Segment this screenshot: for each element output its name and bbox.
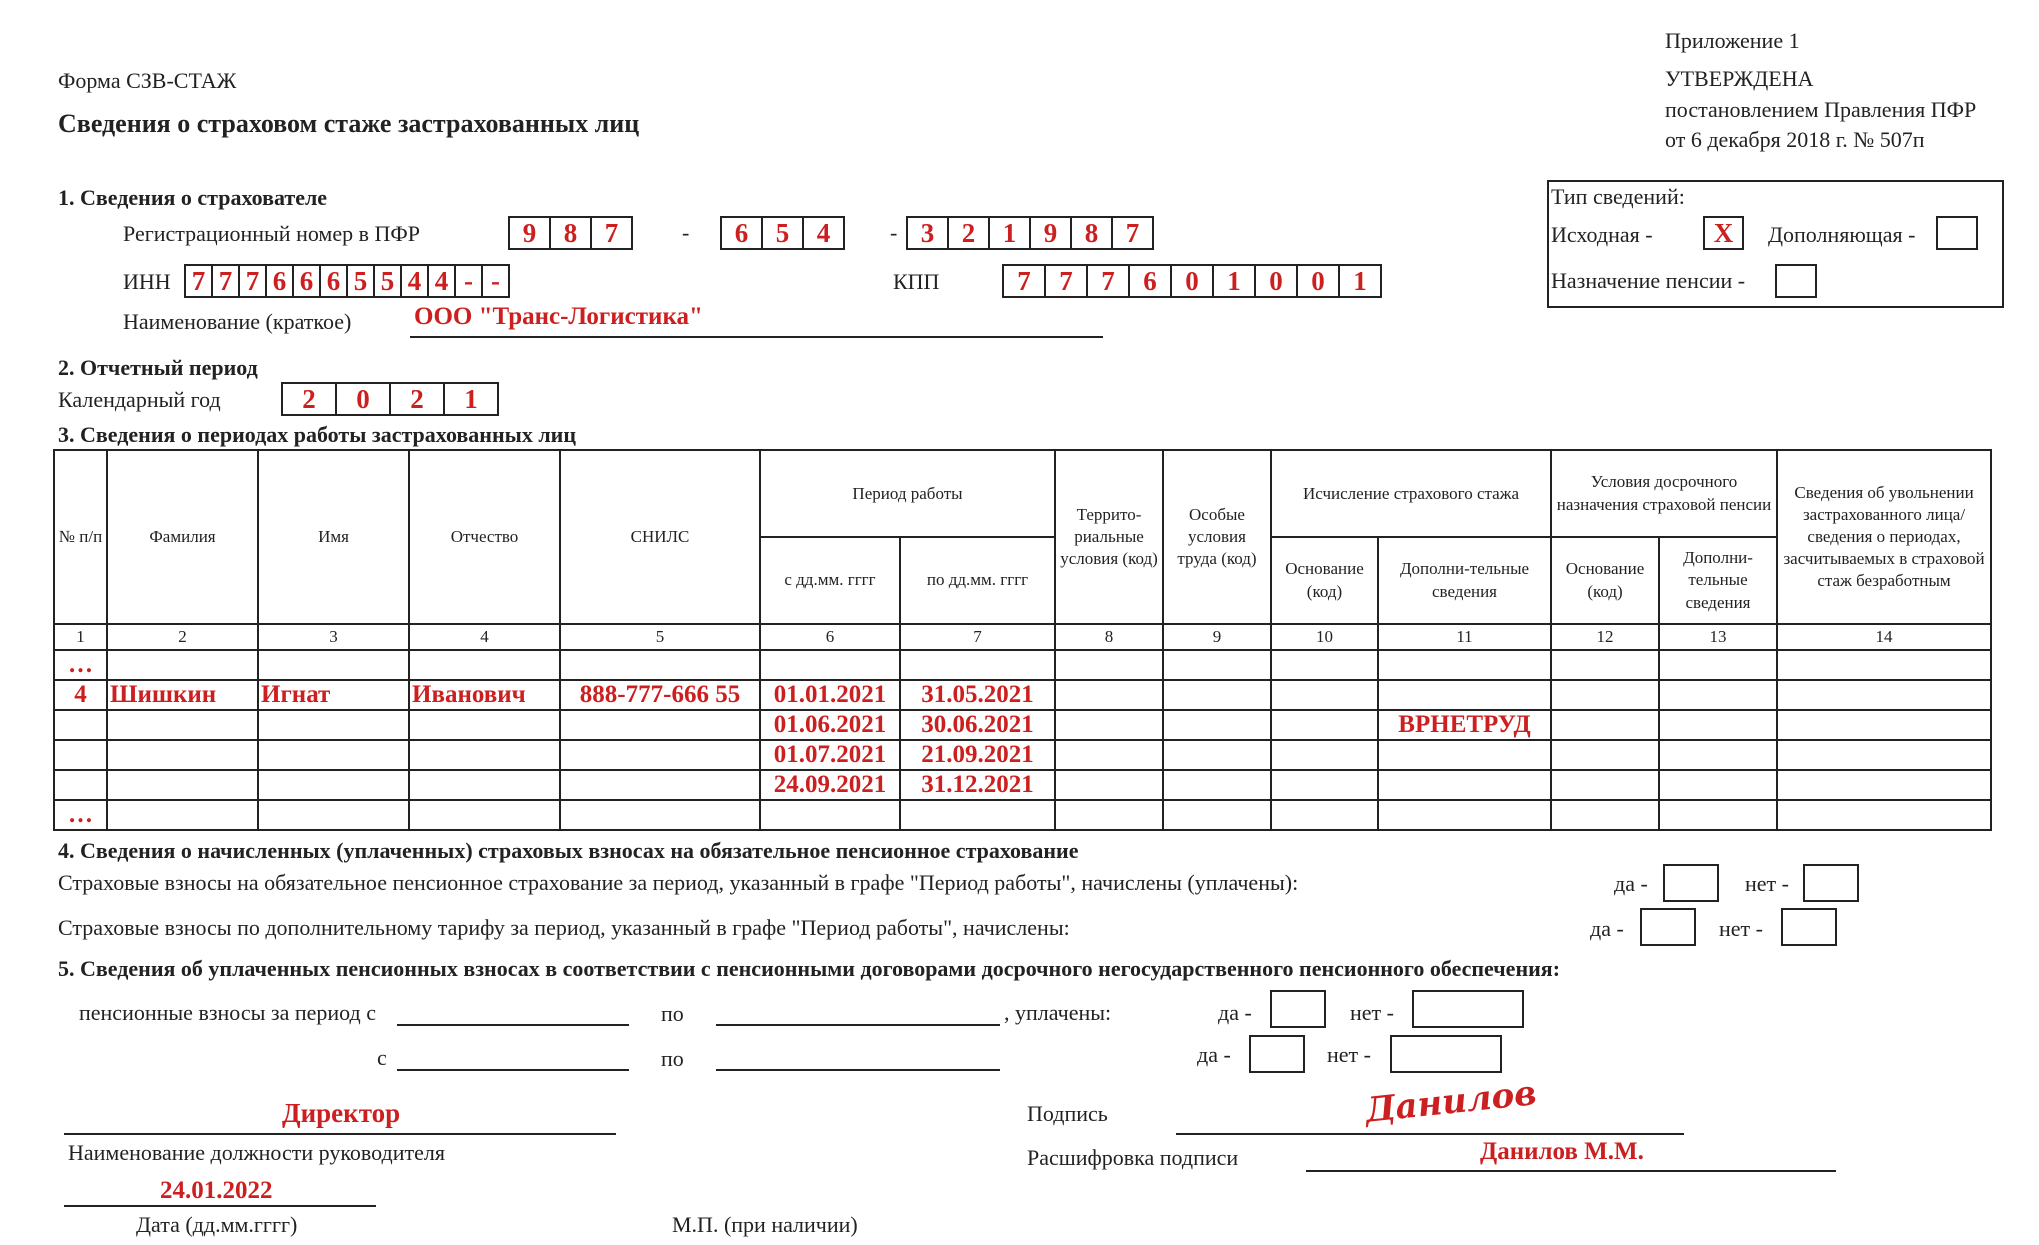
digit-cell: 6 [319,264,348,298]
row-to: 30.06.2021 [900,710,1055,740]
header-snils: СНИЛС [560,450,760,624]
digit-cell: 7 [1086,264,1130,298]
col-number: 11 [1378,624,1551,650]
digit-cell: 1 [443,382,499,416]
section5-yes2-label: да - [1197,1042,1231,1067]
row-surname [107,740,258,770]
approved-date-label: от 6 декабря 2018 г. № 507п [1665,127,1925,152]
company-name-label: Наименование (краткое) [123,309,352,334]
header-dismissal: Сведения об увольнении застрахованного лица/ сведения о периодах, засчитываемых в страховой стаж безработным [1777,450,1991,624]
digit-cell: 4 [400,264,429,298]
table-row[interactable] [54,710,1991,740]
digit-cell: 7 [238,264,267,298]
digit-cell: 0 [1296,264,1340,298]
approved-by-label: постановлением Правления ПФР [1665,97,1977,122]
digit-cell: 3 [906,216,949,250]
section5-no2-label: нет - [1327,1042,1371,1067]
digit-cell: - [454,264,483,298]
signature-label: Подпись [1027,1101,1108,1126]
row-name [258,770,409,800]
section2-heading: 2. Отчетный период [58,355,258,380]
section4-heading: 4. Сведения о начисленных (уплаченных) страховых взносах на обязательное пенсионное страхование [58,838,1079,863]
table-row[interactable] [54,800,1991,830]
section4-no1-label: нет - [1745,871,1789,896]
reg-dash-1: - [682,220,690,245]
table-row[interactable] [54,740,1991,770]
date-value[interactable]: 24.01.2022 [160,1177,273,1204]
decode-value[interactable]: Данилов М.М. [1480,1138,1644,1165]
work-periods-table [53,449,1992,831]
header-early: Условия досрочного назначения страховой пенсии [1551,450,1777,537]
date-underline [64,1205,376,1207]
row-snils [560,740,760,770]
digit-cell: 8 [1070,216,1113,250]
initial-checkbox[interactable] [1703,216,1744,250]
section5-paid-label: , уплачены: [1004,1000,1112,1025]
row-surname [107,770,258,800]
row-patronymic [409,710,560,740]
digit-cell: 1 [1338,264,1382,298]
digit-cell: 6 [1128,264,1172,298]
section3-heading: 3. Сведения о периодах работы застрахованных лиц [58,422,577,447]
section4-no2-checkbox[interactable] [1781,908,1837,946]
table-row[interactable] [54,770,1991,800]
section5-heading: 5. Сведения об уплаченных пенсионных взносах в соответствии с пенсионными договорами досрочного негосударственного пенсионного обеспечения: [58,956,1561,981]
header-early-extra: Дополни-тельные сведения [1659,537,1777,624]
table-row[interactable] [54,680,1991,710]
digit-cell: 9 [508,216,551,250]
digit-cell: 4 [427,264,456,298]
section4-line1: Страховые взносы на обязательное пенсионное страхование за период, указанный в графе "Период работы", начислены (уплачены): [58,870,1299,895]
digit-cell: 1 [1212,264,1256,298]
col-number: 14 [1777,624,1991,650]
section4-yes2-label: да - [1590,916,1624,941]
section5-to1-label: по [661,1001,684,1026]
section5-from2-label: с [377,1045,387,1070]
row-extra [1378,680,1551,710]
digit-cell: 0 [335,382,391,416]
supplement-checkbox[interactable] [1936,216,1978,250]
digit-cell: 2 [389,382,445,416]
header-from: с дд.мм. гггг [760,537,900,624]
signature-handwriting: Данилов [1363,1073,1539,1131]
row-snils [560,710,760,740]
company-name-underline [410,336,1103,338]
row-num [54,770,107,800]
digit-cell: 5 [761,216,804,250]
row-from: 01.01.2021 [760,680,900,710]
row-snils: 888-777-666 55 [560,680,760,710]
section5-from2-field[interactable] [397,1069,629,1071]
form-name: Форма СЗВ-СТАЖ [58,68,237,93]
signature-underline[interactable] [1176,1133,1684,1135]
digit-cell: 4 [802,216,845,250]
info-type-pension-label: Назначение пенсии - [1551,268,1746,293]
section4-no1-checkbox[interactable] [1803,864,1859,902]
approved-label: УТВЕРЖДЕНА [1665,66,1814,91]
digit-cell: 7 [1111,216,1154,250]
year-field[interactable] [281,382,499,416]
section5-to1-field[interactable] [716,1024,1000,1026]
stamp-label: М.П. (при наличии) [672,1212,858,1237]
reg-number-label: Регистрационный номер в ПФР [123,221,420,246]
year-label: Календарный год [58,387,221,412]
row-extra [1378,740,1551,770]
section5-period-label: пенсионные взносы за период с [79,1000,376,1025]
section4-no2-label: нет - [1719,916,1763,941]
section4-yes2-checkbox[interactable] [1640,908,1696,946]
col-number: 5 [560,624,760,650]
header-surname: Фамилия [107,450,258,624]
row-extra [1378,770,1551,800]
row-snils [560,770,760,800]
row-num [54,710,107,740]
col-number: 4 [409,624,560,650]
section5-to2-label: по [661,1046,684,1071]
digit-cell: - [481,264,510,298]
info-type-supplement-label: Дополняющая - [1768,222,1916,247]
row-num: 4 [54,680,107,710]
initial-check-mark: X [1713,217,1734,248]
header-name: Имя [258,450,409,624]
digit-cell: 1 [988,216,1031,250]
digit-cell: 0 [1170,264,1214,298]
ellipsis-cell: … [54,800,107,830]
appendix-label: Приложение 1 [1665,28,1800,53]
row-patronymic: Иванович [409,680,560,710]
header-period: Период работы [760,450,1055,537]
section4-yes1-checkbox[interactable] [1663,864,1719,902]
digit-cell: 2 [947,216,990,250]
digit-cell: 8 [549,216,592,250]
section5-no1-checkbox[interactable] [1412,990,1524,1028]
row-name [258,710,409,740]
col-number: 2 [107,624,258,650]
reg-number-part2[interactable] [720,216,845,250]
section1-heading: 1. Сведения о страхователе [58,185,328,210]
page-title: Сведения о страховом стаже застрахованных лиц [58,109,640,138]
digit-cell: 2 [281,382,337,416]
header-calc-basis: Основание (код) [1271,537,1378,624]
row-patronymic [409,740,560,770]
row-surname: Шишкин [107,680,258,710]
inn-label: ИНН [123,269,171,294]
section5-to2-field[interactable] [716,1069,1000,1071]
section5-no2-checkbox[interactable] [1390,1035,1502,1073]
section5-no1-label: нет - [1350,1000,1394,1025]
section5-yes2-checkbox[interactable] [1249,1035,1305,1073]
digit-cell: 6 [265,264,294,298]
col-number: 9 [1163,624,1271,650]
info-type-initial-label: Исходная - [1551,222,1653,247]
position-underline [64,1133,616,1135]
position-value[interactable]: Директор [282,1098,401,1128]
reg-number-part1[interactable] [508,216,633,250]
header-calc-extra: Дополни-тельные сведения [1378,537,1551,624]
digit-cell: 9 [1029,216,1072,250]
col-number: 6 [760,624,900,650]
header-early-basis: Основание (код) [1551,537,1659,624]
col-number: 1 [54,624,107,650]
header-to: по дд.мм. гггг [900,537,1055,624]
date-label: Дата (дд.мм.гггг) [136,1212,298,1237]
header-territorial: Террито-риальные условия (код) [1055,450,1163,624]
info-type-title: Тип сведений: [1551,184,1685,209]
col-number: 12 [1551,624,1659,650]
decode-label: Расшифровка подписи [1027,1145,1239,1170]
col-number: 13 [1659,624,1777,650]
section4-yes1-label: да - [1614,871,1648,896]
kpp-label: КПП [893,269,940,294]
reg-number-part3[interactable] [906,216,1154,250]
digit-cell: 7 [1002,264,1046,298]
section5-yes1-checkbox[interactable] [1270,990,1326,1028]
row-from: 01.07.2021 [760,740,900,770]
digit-cell: 7 [1044,264,1088,298]
section5-yes1-label: да - [1218,1000,1252,1025]
col-number: 7 [900,624,1055,650]
digit-cell: 0 [1254,264,1298,298]
digit-cell: 5 [373,264,402,298]
header-patronymic: Отчество [409,450,560,624]
header-special: Особые условия труда (код) [1163,450,1271,624]
row-name: Игнат [258,680,409,710]
row-extra: ВРНЕТРУД [1378,710,1551,740]
row-patronymic [409,770,560,800]
decode-underline [1306,1170,1836,1172]
digit-cell: 7 [211,264,240,298]
row-to: 21.09.2021 [900,740,1055,770]
inn-field[interactable] [184,264,510,298]
col-number: 8 [1055,624,1163,650]
row-to: 31.12.2021 [900,770,1055,800]
section4-line2: Страховые взносы по дополнительному тарифу за период, указанный в графе "Период работы", начислены: [58,915,1070,940]
col-number: 10 [1271,624,1378,650]
ellipsis-cell: … [54,650,107,680]
digit-cell: 7 [184,264,213,298]
digit-cell: 5 [346,264,375,298]
row-num [54,740,107,770]
row-surname [107,710,258,740]
position-label: Наименование должности руководителя [68,1140,445,1165]
digit-cell: 6 [720,216,763,250]
pension-checkbox[interactable] [1775,264,1817,298]
header-num: № п/п [54,450,107,624]
row-from: 24.09.2021 [760,770,900,800]
row-name [258,740,409,770]
reg-dash-2: - [890,220,898,245]
section5-from1-field[interactable] [397,1024,629,1026]
row-to: 31.05.2021 [900,680,1055,710]
col-number: 3 [258,624,409,650]
row-from: 01.06.2021 [760,710,900,740]
digit-cell: 7 [590,216,633,250]
kpp-field[interactable] [1002,264,1382,298]
header-calc: Исчисление страхового стажа [1271,450,1551,537]
company-name-value[interactable]: ООО "Транс-Логистика" [414,303,703,330]
table-row[interactable] [54,650,1991,680]
digit-cell: 6 [292,264,321,298]
